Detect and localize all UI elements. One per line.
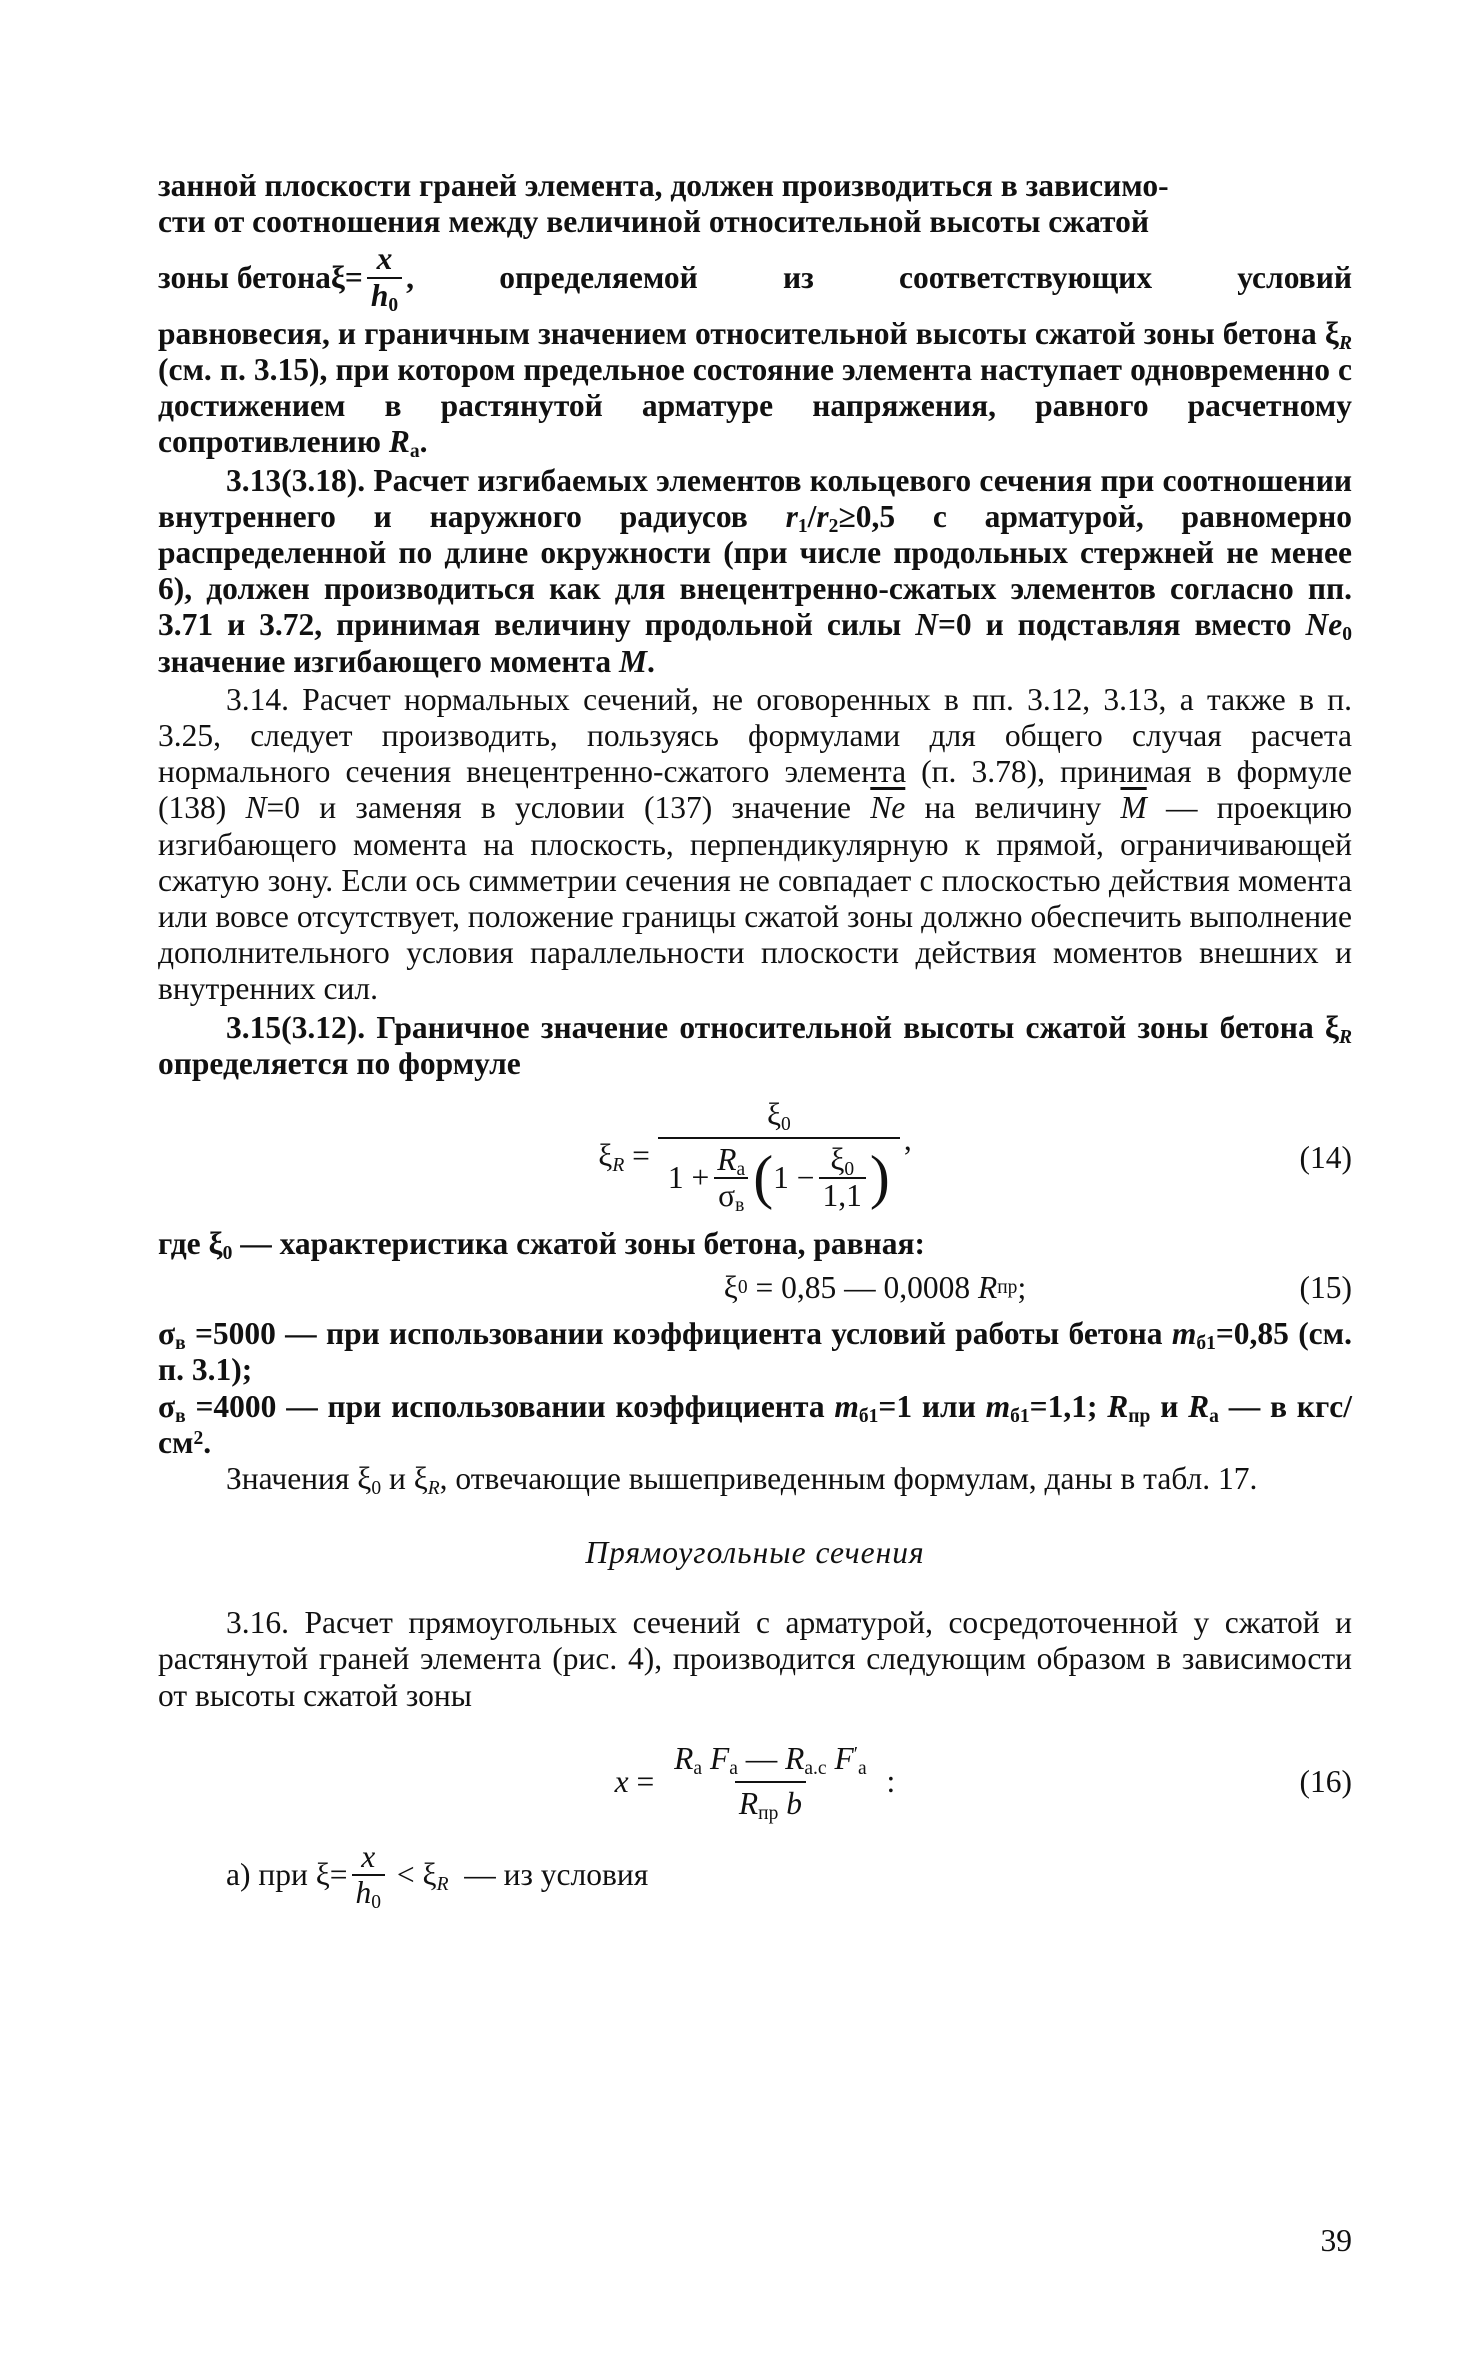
text-fragment: значение изгибающего момента	[158, 643, 620, 679]
where-line	[158, 1226, 1352, 1262]
symbol-r: r	[785, 498, 798, 534]
case-a-fraction: $\frac{x}{h_0}$	[352, 1840, 386, 1911]
text-fragment: определяется по формуле	[158, 1045, 521, 1081]
subscript: 2	[828, 515, 839, 537]
text-fragment: 3.14. Расчет нормальных сечений, не оговоренных в пп. 3.12, 3.13, а также в п. 3.25, следует производить, пользуясь формулами для общего случая расчета нормального сечения внецентренно-сжатого элемента (п. 3.78), принимая в формуле (138)	[158, 681, 1352, 826]
text-fragment: на величину	[905, 790, 1121, 826]
equation-number-14: (14)	[1299, 1139, 1352, 1175]
eq14-lhs: $\xi_R$ =	[598, 1137, 650, 1176]
text-fragment: 3.15(3.12). Граничное значение относительной высоты сжатой зоны бетона	[226, 1009, 1325, 1045]
text-fragment: равновесия, и граничным значением относительной высоты сжатой зоны бетона	[158, 315, 1325, 351]
page-body	[158, 168, 1353, 1914]
symbol-eq: =	[344, 259, 363, 295]
page-number: 39	[1320, 2223, 1352, 2258]
symbol-N: N	[915, 607, 938, 643]
text-fragment: ≥0,5 с арматурой, равномерно распределенной по длине окружности (при числе продольных стержней не менее 6), должен производиться как для внецентренно-сжатых элементов согласно пп. 3.71 и 3.72, принимая величину продольной силы	[158, 498, 1352, 643]
text-line: сти от соотношения между величиной относительной высоты сжатой	[158, 204, 1150, 240]
text-fragment: — проекцию изгибающего момента на плоскость, перпендикулярную к прямой, ограничивающей сжатую зону. Если ось симметрии сечения не совпадает с плоскостью действия момента или вовсе отсутствует, положение границы сжатой зоны должно обеспечить выполнение дополнительного условия параллельности плоскости действия моментов внешних и внутренних сил.	[158, 790, 1353, 1007]
equation-number-15: (15)	[1299, 1270, 1352, 1306]
subscript: 0	[1342, 624, 1352, 646]
paragraph-3-15	[158, 1010, 1352, 1082]
eq14-num: $\xi_0$	[766, 1096, 791, 1135]
formula-xi	[330, 241, 406, 316]
paragraph-3-13	[158, 463, 1352, 680]
section-heading: Прямоугольные сечения	[585, 1535, 925, 1571]
equation-15-body: ξ 0 = 0,85 — 0,0008 R пр ;	[723, 1270, 1027, 1306]
eq14-lparen: (	[753, 1144, 774, 1211]
eq14-xi0-11: $\frac{\xi_0}{1,1}$	[819, 1143, 866, 1214]
punct: .	[419, 424, 428, 460]
equation-16	[158, 1732, 1352, 1832]
sigma-5000-line: $\sigma_в =5000$ — при использовании коэффициента условий работы бетона $m_{б1}=0,85$ (см. п. 3.1);	[158, 1316, 1352, 1388]
text-fragment: зоны бетона	[158, 259, 331, 295]
text-fragment: — характеристика сжатой зоны бетона, равная:	[232, 1225, 926, 1261]
text-fragment: 3.13(3.18). Расчет изгибаемых элементов кольцевого сечения при соотношении внутреннего и наружного радиусов	[158, 462, 1352, 534]
text-fragment: =0 и заменяя в условии (137) значение	[266, 790, 871, 826]
symbol-M: M	[619, 643, 648, 679]
subscript: 1	[797, 515, 808, 537]
subscript: а	[409, 441, 420, 463]
symbol-Ne: Ne	[1305, 607, 1343, 643]
symbol-M-bar: $\overline{M}$	[1120, 790, 1147, 826]
punct: /	[807, 498, 817, 534]
case-a-line: а) при ξ = $\frac{x}{h_0}$ < ξ $_R$ — из условия	[226, 1838, 649, 1914]
eq16-fraction: $\frac{R_а F_а — R_{а.с} F'_а}{R_{пр} b}$	[674, 1741, 867, 1824]
eq14-fraction	[658, 1096, 900, 1217]
paragraph-3-16: 3.16. Расчет прямоугольных сечений с арматурой, сосредоточенной у сжатой и растянутой граней элемента (рис. 4), производится следующим образом в зависимости от высоты сжатой зоны	[158, 1605, 1352, 1713]
punct: .	[647, 643, 655, 679]
values-paragraph: Значения $\xi_0$ и $\xi_R$, отвечающие вышеприведенным формулам, даны в табл. 17.	[226, 1460, 1258, 1499]
subscript: R	[1338, 332, 1352, 354]
subscript: R	[1338, 1026, 1352, 1048]
fraction-x-h0	[367, 241, 402, 316]
equation-14	[158, 1096, 1352, 1216]
paragraph-intro-cont	[158, 316, 1352, 461]
eq14-den	[658, 1137, 900, 1217]
symbol-r: r	[816, 498, 829, 534]
sigma-4000-line: $\sigma_в =4000$ — при использовании коэффициента $m_{б1}=1$ или $m_{б1}=1,1$; $R_{пр}$ и $R_а$ — в кгс/$см^2$.	[158, 1388, 1352, 1460]
symbol-xi: ξ	[330, 259, 345, 295]
eq14-ra-sigma: $\frac{R_а}{\sigma_в}$	[713, 1143, 749, 1214]
symbol-xi: ξ	[208, 1225, 223, 1261]
paragraph-3-14	[158, 682, 1352, 1008]
symbol-R: R	[388, 424, 410, 460]
xi-definition-line	[158, 241, 1352, 316]
text-fragment: =0 и подставляя вместо	[937, 607, 1306, 643]
punct: ,	[903, 1121, 912, 1157]
paragraph-intro	[158, 168, 1352, 240]
text-fragment: где	[158, 1225, 209, 1261]
equation-16-body: x = $\frac{R_а F_а — R_{а.с} F'_а}{R_{пр} b}$ :	[614, 1741, 896, 1824]
symbol-N: N	[245, 790, 267, 826]
frac-num: x	[376, 241, 393, 277]
text-line: занной плоскости граней элемента, должен производиться в зависимо-	[158, 168, 1169, 203]
eq14-one: 1 +	[667, 1159, 710, 1195]
symbol-xi: ξ	[1324, 1009, 1339, 1045]
text-fragment: (см. п. 3.15), при котором предельное состояние элемента наступает одновременно с достижением в растянутой арматуре напряжения, равного расчетному сопротивлению	[158, 351, 1352, 460]
equation-14-body	[158, 1096, 1352, 1216]
eq14-one-minus: 1 −	[773, 1159, 815, 1195]
symbol-Ne-bar: $\overline{Ne}$	[870, 790, 906, 826]
text-fragment: , определяемой из соответствующих условий	[406, 259, 1352, 295]
frac-den: $h_0$	[367, 277, 402, 314]
equation-number-16: (16)	[1299, 1763, 1352, 1799]
eq14-rparen: )	[869, 1144, 890, 1211]
subscript: 0	[222, 1242, 233, 1264]
symbol-xi: ξ	[1324, 315, 1339, 351]
equation-15	[158, 1268, 1352, 1308]
